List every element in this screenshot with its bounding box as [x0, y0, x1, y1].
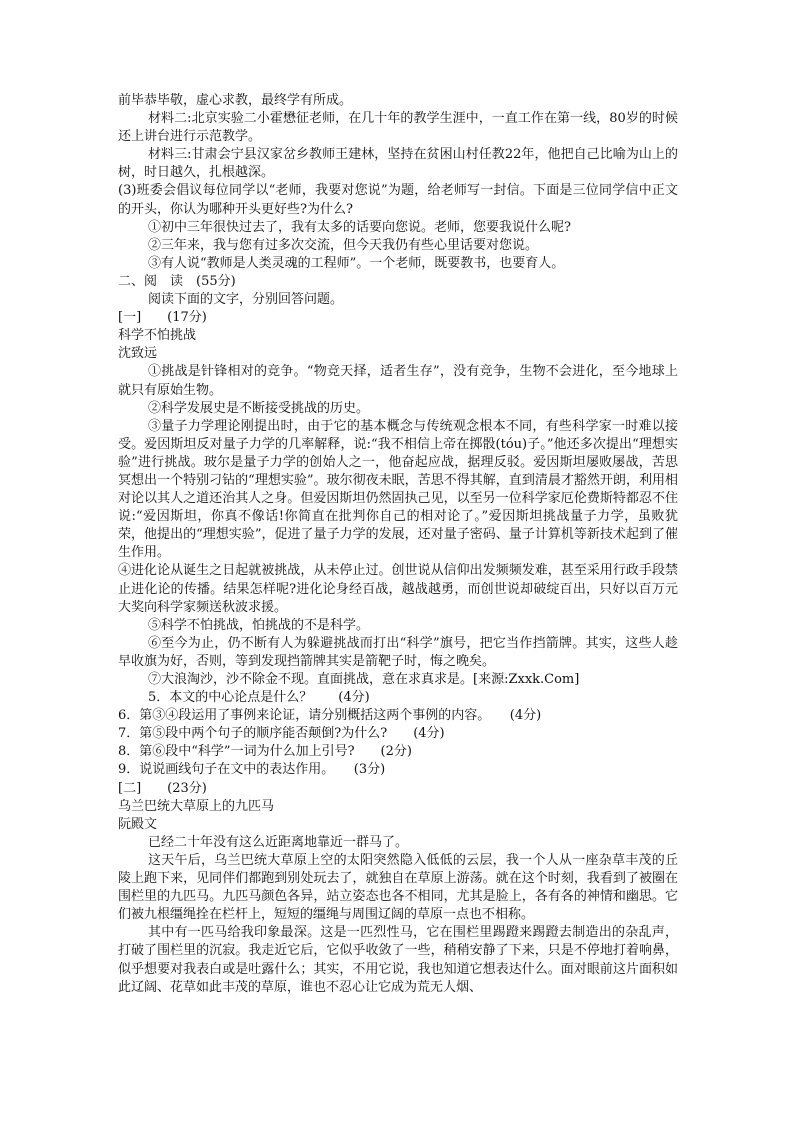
question-3: (3)班委会倡议每位同学以“老师，我要对您说”为题，给老师写一封信。下面是三位同学信中正文的开头，你认为哪种开头更好些?为什么? [118, 183, 678, 217]
option-1: ①初中三年很快过去了，我有太多的话要向您说。老师，您要我说什么呢? [148, 219, 571, 235]
story-paragraph-2: 这天午后，乌兰巴统大草原上空的太阳突然隐入低低的云层，我一个人从一座杂草丰茂的丘陵上跑下来，见同伴们都跑到别处玩去了，就独自在草原上游荡。就在这个时刻，我看到了被圈在围栏里的九匹马。九匹马颜色各异，站立姿态也各不相同，尤其是脸上，各有各的神情和幽思。它们被九根缰绳拴在栏杆上，短短的缰绳与周围辽阔的草原一点也不相称。 [118, 852, 678, 923]
document-page [118, 92, 678, 997]
paragraph-2: ②科学发展史是不断接受挑战的历史。 [148, 400, 370, 416]
article-author-2: 阮殿文 [118, 816, 158, 832]
reading-instruction: 阅读下面的文字，分别回答问题。 [148, 292, 344, 308]
story-paragraph-1: 已经二十年没有这么近距离地靠近一群马了。 [148, 834, 409, 850]
material-two: 材料二:北京实验二小霍懋征老师，在几十年的教学生涯中，一直工作在第一线，80岁的时候还上讲台进行示范教学。 [118, 111, 678, 145]
paragraph-6: ⑥至今为止，仍不断有人为躲避挑战而打出“科学”旗号，把它当作挡箭牌。其实，这些人趁早收旗为好，否则，等到发现挡箭牌其实是箭靶子时，悔之晚矣。 [118, 635, 678, 669]
part-two-heading: [二] (23分) [118, 780, 207, 796]
question-5: 5．本文的中心论点是什么？ (4分) [148, 690, 370, 706]
article-title: 科学不怕挑战 [118, 328, 197, 344]
section-heading-reading: 二、阅 读 (55分) [118, 273, 236, 289]
option-2: ②三年来，我与您有过多次交流，但今天我仍有些心里话要对您说。 [148, 237, 539, 253]
question-6: 6．第③④段运用了事例来论证，请分别概括这两个事例的内容。 (4分) [118, 708, 542, 724]
material-three: 材料三:甘肃会宁县汉家岔乡教师王建林，坚持在贫困山村任教22年，他把自己比喻为山上的树，时日越久，扎根越深。 [118, 147, 678, 181]
text-line: 前毕恭毕敬，虚心求教，最终学有所成。 [118, 93, 353, 108]
question-7: 7．第⑤段中两个句子的顺序能否颠倒?为什么? (4分) [118, 726, 445, 742]
paragraph-4: ④进化论从诞生之日起就被挑战，从未停止过。创世说从信仰出发频频发难，甚至采用行政手段禁止进化论的传播。结果怎样呢?进化论身经百战，越战越勇，而创世说却破绽百出，只好以百万元大奖向科学家频送秋波求援。 [118, 563, 678, 615]
paragraph-7: ⑦大浪淘沙，沙不除金不现。直面挑战，意在求真求是。[来源:Zxxk.Com] [148, 672, 580, 687]
question-8: 8．第⑥段中“科学”一词为什么加上引号? (2分) [118, 744, 412, 760]
paragraph-5: ⑤科学不怕挑战，怕挑战的不是科学。 [148, 617, 370, 633]
story-paragraph-3: 其中有一匹马给我印象最深。这是一匹烈性马，它在围栏里踢蹬来踢蹬去制造出的杂乱声，打破了围栏里的沉寂。我走近它后，它似乎收敛了一些，稍稍安静了下来，只是不停地打着响鼻，似乎想要对我表白或是吐露什么；其实，不用它说，我也知道它想表达什么。面对眼前这片面积如此辽阔、花草如此丰茂的草原，谁也不忍心让它成为荒无人烟、 [118, 925, 678, 995]
article-author: 沈致远 [118, 346, 158, 362]
option-3: ③有人说“教师是人类灵魂的工程师”。一个老师，既要教书，也要育人。 [148, 255, 565, 271]
article-title-2: 乌兰巴统大草原上的九匹马 [118, 798, 275, 814]
paragraph-3: ③量子力学理论刚提出时，由于它的基本概念与传统观念根本不同，有些科学家一时难以接受。爱因斯坦反对量子力学的几率解释，说:“我不相信上帝在掷骰(tóu)子。”他还多次提出“理想实验”进行挑战。玻尔是量子力学的创始人之一，他奋起应战，据理反驳。爱因斯坦屡败屡战，苦思冥想出一个特别刁钻的“理想实验”。玻尔彻夜未眠，苦思不得其解，直到清晨才豁然开朗，利用相对论以其人之道还治其人之身。但爱因斯坦仍然固执己见，以至另一位科学家厄伦费斯特都忍不住说:“爱因斯坦，你真不像话!你简直在批判你自己的相对论了。”爱因斯坦挑战量子力学，虽败犹荣，他提出的“理想实验”，促进了量子力学的发展，还对量子密码、量子计算机等新技术起到了催生作用。 [118, 418, 678, 561]
question-9: 9．说说画线句子在文中的表达作用。 (3分) [118, 762, 386, 778]
part-one-heading: [一] (17分) [118, 310, 207, 326]
paragraph-1: ①挑战是针锋相对的竞争。“物竞天择，适者生存”，没有竞争，生物不会进化，至今地球上就只有原始生物。 [118, 364, 678, 398]
